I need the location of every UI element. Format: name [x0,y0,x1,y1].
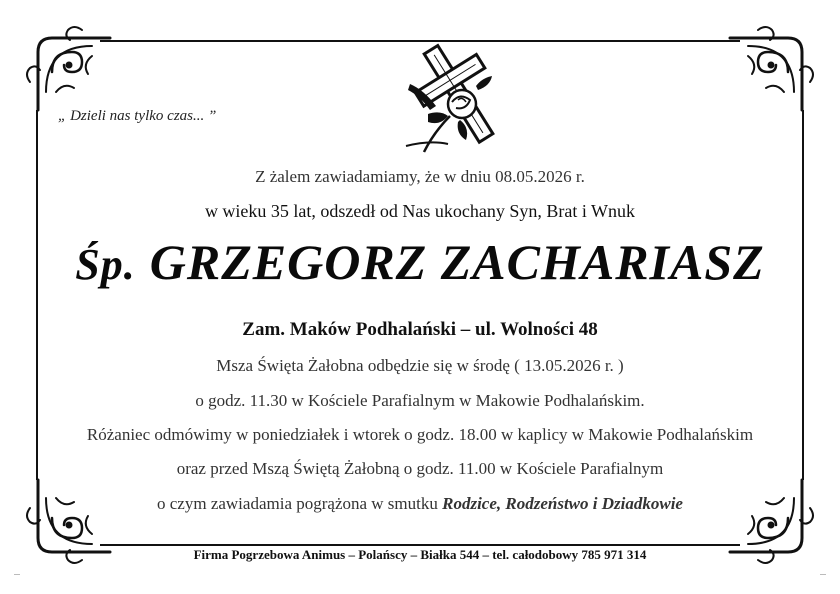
deceased-name: GRZEGORZ ZACHARIASZ [149,234,765,290]
announcement-line-2: w wieku 35 lat, odszedł od Nas ukochany Syn, Brat i Wnuk [204,201,636,221]
ornamental-corner-icon [22,22,112,112]
quote-text: „ Dzieli nas tylko czas... ” [58,108,217,124]
mourners-intro: o czym zawiadamia pogrążona w smutku [157,494,438,513]
address-text: Zam. Maków Podhalański – ul. Wolności 48 [242,319,598,340]
page-corner-mark [14,574,20,575]
announcement-line-1: Z żalem zawiadamiamy, że w dniu 08.05.2026 r. [255,167,585,186]
deceased-name-heading [0,233,840,291]
cross-with-rose-icon [400,36,496,156]
mass-info: Msza Święta Żałobna odbędzie się w środę ( 13.05.2026 r. ) [216,356,624,375]
ornamental-corner-icon [728,22,818,112]
frame-bottom-line [100,544,740,546]
mourners-names: Rodzice, Rodzeństwo i Dziadkowie [442,494,683,513]
rosary-info-2: oraz przed Mszą Świętą Żałobną o godz. 11.00 w Kościele Parafialnym [176,459,664,478]
deceased-prefix: Śp. [75,240,136,289]
page-corner-mark [820,574,826,575]
funeral-home-footer: Firma Pogrzebowa Animus – Polańscy – Białka 544 – tel. całodobowy 785 971 314 [193,547,647,562]
rosary-info: Różaniec odmówimy w poniedziałek i wtorek o godz. 18.00 w kaplicy w Makowie Podhalańskim [86,425,754,444]
mass-time-info: o godz. 11.30 w Kościele Parafialnym w Makowie Podhalańskim. [195,391,645,410]
mourners-line [0,494,840,514]
